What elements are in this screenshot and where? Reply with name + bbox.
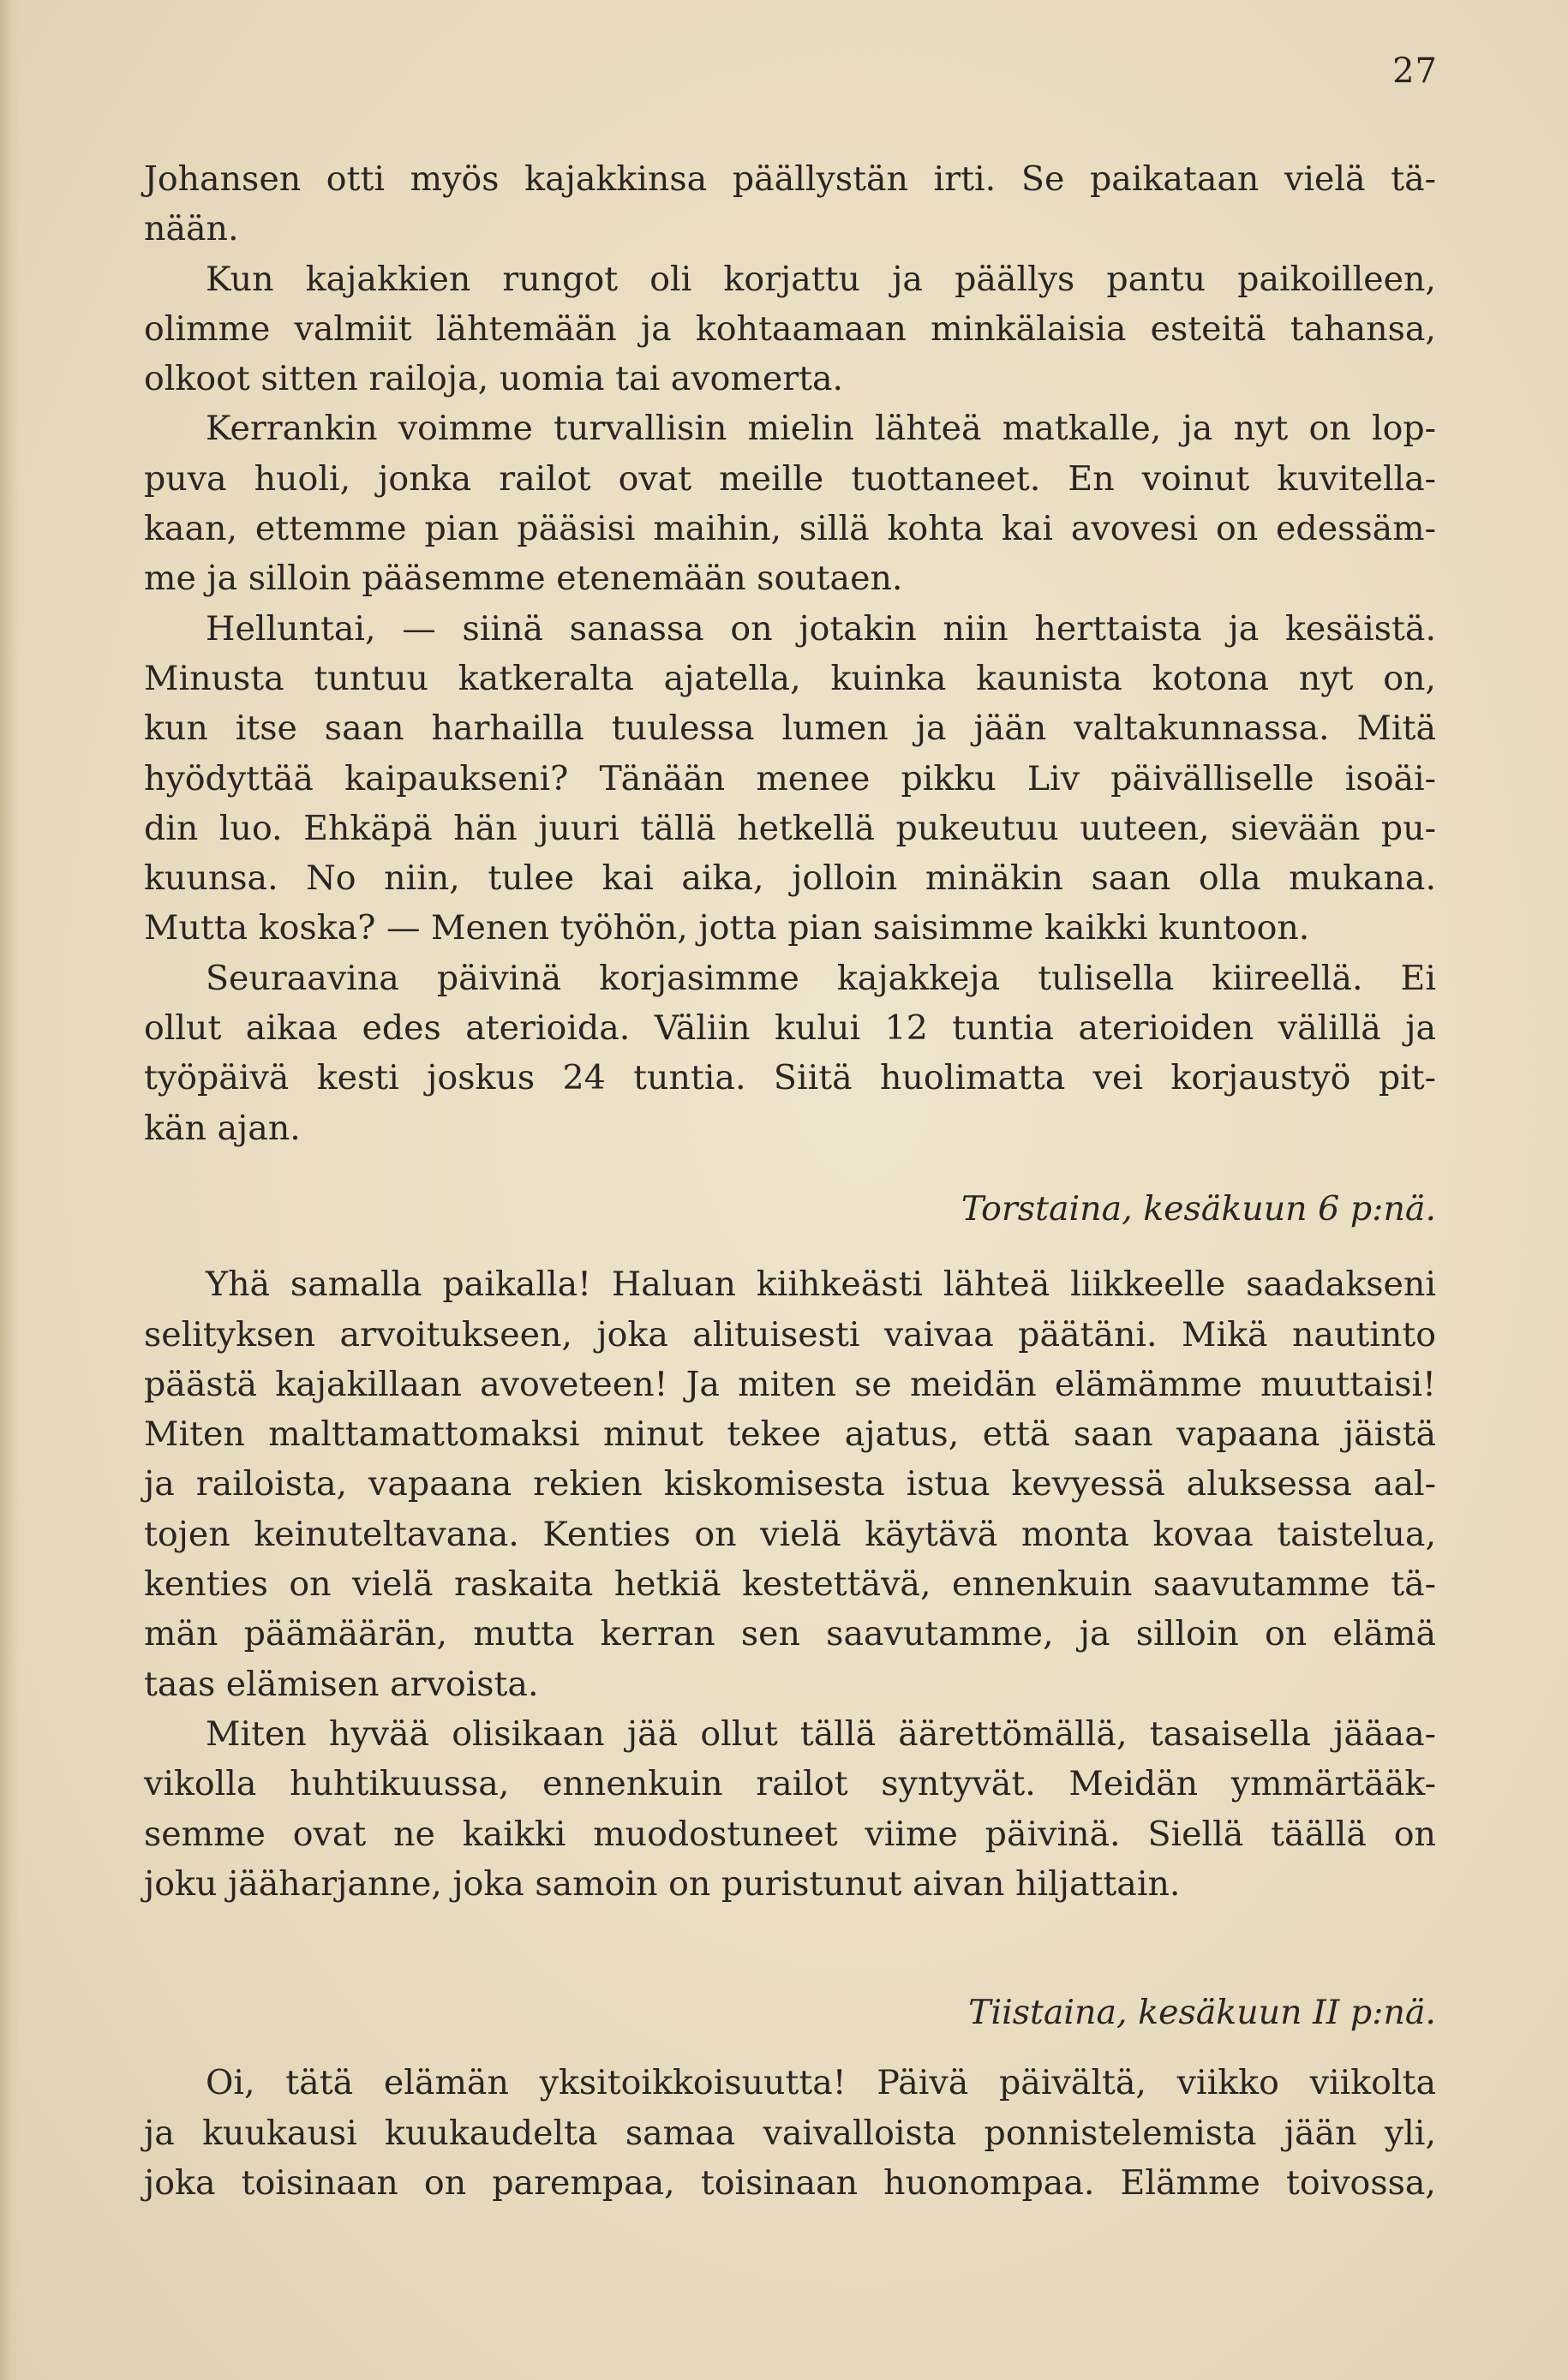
paragraph-first-line: Miten hyvää olisikaan jää ollut tällä äärettömällä, tasaisella jääaa- <box>206 1713 1436 1754</box>
text-line: selityksen arvoitukseen, joka alituisesti vaivaa päätäni. Mikä nautinto <box>144 1314 1436 1354</box>
paragraph-first-line: Yhä samalla paikalla! Haluan kiihkeästi lähteä liikkeelle saadakseni <box>206 1265 1436 1305</box>
dateline: Tiistaina, kesäkuun II p:nä. <box>968 1993 1436 2033</box>
dateline: Torstaina, kesäkuun 6 p:nä. <box>961 1188 1436 1229</box>
text-line: olkoot sitten railoja, uomia tai avomerta. <box>144 359 844 399</box>
text-line: nään. <box>144 209 239 249</box>
text-line: Mutta koska? — Menen työhön, jotta pian saisimme kaikki kuntoon. <box>144 908 1310 948</box>
text-line: kenties on vielä raskaita hetkiä kestettävä, ennenkuin saavutamme tä- <box>144 1564 1436 1605</box>
paragraph-first-line: Helluntai, — siinä sanassa on jotakin niin herttaista ja kesäistä. <box>206 608 1436 649</box>
page-spine-shadow <box>0 0 19 2380</box>
text-line: päästä kajakillaan avoveteen! Ja miten se meidän elämämme muuttaisi! <box>144 1364 1436 1404</box>
text-line: kän ajan. <box>144 1108 301 1148</box>
text-line: työpäivä kesti joskus 24 tuntia. Siitä huolimatta vei korjaustyö pit- <box>144 1058 1436 1098</box>
text-line: ja kuukausi kuukaudelta samaa vaivalloista ponnistelemista jään yli, <box>144 2113 1436 2153</box>
text-line: tojen keinuteltavana. Kenties on vielä käytävä monta kovaa taistelua, <box>144 1514 1436 1554</box>
text-line: ja railoista, vapaana rekien kiskomisesta istua kevyessä aluksessa aal- <box>144 1464 1436 1504</box>
text-line: hyödyttää kaipaukseni? Tänään menee pikku Liv päivälliselle isoäi- <box>144 758 1436 798</box>
text-line: kun itse saan harhailla tuulessa lumen ja jään valtakunnassa. Mitä <box>144 709 1436 749</box>
text-line: män päämäärän, mutta kerran sen saavutamme, ja silloin on elämä <box>144 1614 1436 1654</box>
text-line: taas elämisen arvoista. <box>144 1664 539 1704</box>
body-text <box>144 154 1436 2208</box>
paragraph-first-line: Kun kajakkien rungot oli korjattu ja päällys pantu paikoilleen, <box>206 259 1436 299</box>
text-line: olimme valmiit lähtemään ja kohtaamaan minkälaisia esteitä tahansa, <box>144 308 1436 349</box>
text-line: puva huoli, jonka railot ovat meille tuottaneet. En voinut kuvitella- <box>144 458 1436 499</box>
text-line: joka toisinaan on parempaa, toisinaan huonompaa. Elämme toivossa, <box>144 2162 1436 2203</box>
page-number: 27 <box>1392 51 1438 91</box>
paragraph-first-line: Oi, tätä elämän yksitoikkoisuutta! Päivä päivältä, viikko viikolta <box>206 2063 1436 2103</box>
text-line: me ja silloin pääsemme etenemään soutaen. <box>144 559 903 599</box>
text-line: kuunsa. No niin, tulee kai aika, jolloin minäkin saan olla mukana. <box>144 858 1436 899</box>
paragraph-first-line: Seuraavina päivinä korjasimme kajakkeja tulisella kiireellä. Ei <box>206 958 1436 998</box>
paragraph-first-line: Kerrankin voimme turvallisin mielin lähteä matkalle, ja nyt on lop- <box>206 409 1436 449</box>
text-line: vikolla huhtikuussa, ennenkuin railot syntyvät. Meidän ymmärtääk- <box>144 1764 1436 1804</box>
text-line: Miten malttamattomaksi minut tekee ajatus, että saan vapaana jäistä <box>144 1414 1436 1455</box>
text-line: joku jääharjanne, joka samoin on puristunut aivan hiljattain. <box>144 1863 1181 1904</box>
text-line: semme ovat ne kaikki muodostuneet viime päivinä. Siellä täällä on <box>144 1814 1436 1854</box>
text-line: Johansen otti myös kajakkinsa päällystän irti. Se paikataan vielä tä- <box>144 159 1436 199</box>
text-line: kaan, ettemme pian pääsisi maihin, sillä kohta kai avovesi on edessäm- <box>144 509 1436 549</box>
text-line: din luo. Ehkäpä hän juuri tällä hetkellä pukeutuu uuteen, sievään pu- <box>144 808 1436 848</box>
text-line: Minusta tuntuu katkeralta ajatella, kuinka kaunista kotona nyt on, <box>144 658 1436 698</box>
text-line: ollut aikaa edes aterioida. Väliin kului 12 tuntia aterioiden välillä ja <box>144 1008 1436 1049</box>
